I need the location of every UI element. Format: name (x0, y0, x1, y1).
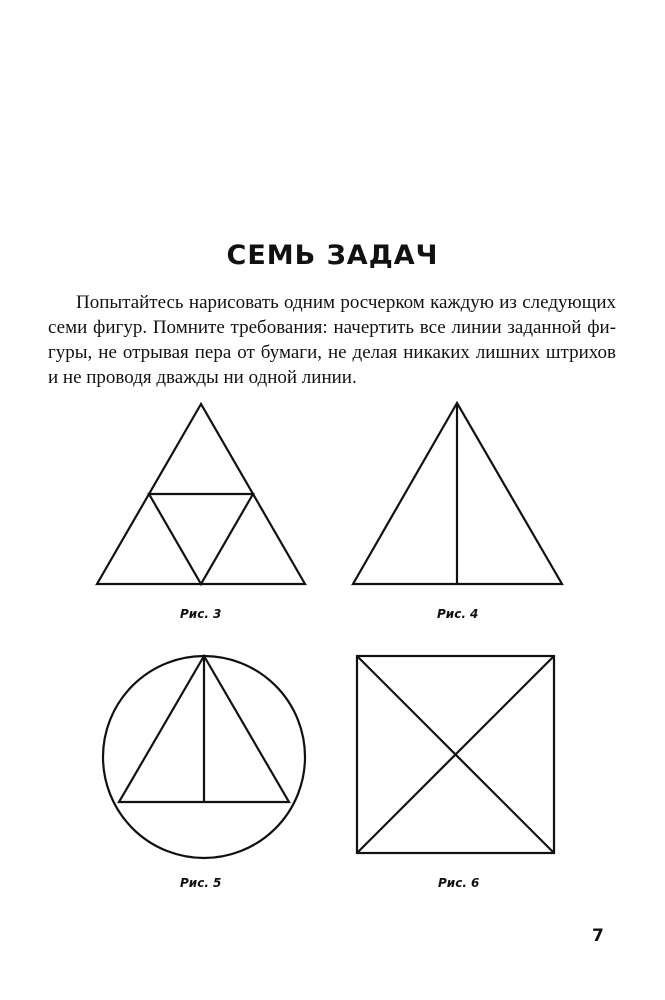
intro-line: и не проводя дважды ни одной линии. (48, 367, 357, 388)
figure-5-caption: Рис. 5 (180, 876, 222, 890)
page-title: СЕМЬ ЗАДАЧ (226, 240, 439, 271)
intro-line: гуры, не отрывая пера от бумаги, не делая никаких лишних штрихов (48, 342, 616, 363)
figure-6-caption: Рис. 6 (438, 876, 480, 890)
intro-line: семи фигур. Помните требования: начертить все линии заданной фи- (48, 317, 616, 338)
page-number: 7 (592, 926, 604, 946)
figure-4-caption: Рис. 4 (437, 607, 479, 621)
intro-line: Попытайтесь нарисовать одним росчерком каждую из следующих (76, 292, 616, 313)
figure-3-caption: Рис. 3 (180, 607, 222, 621)
